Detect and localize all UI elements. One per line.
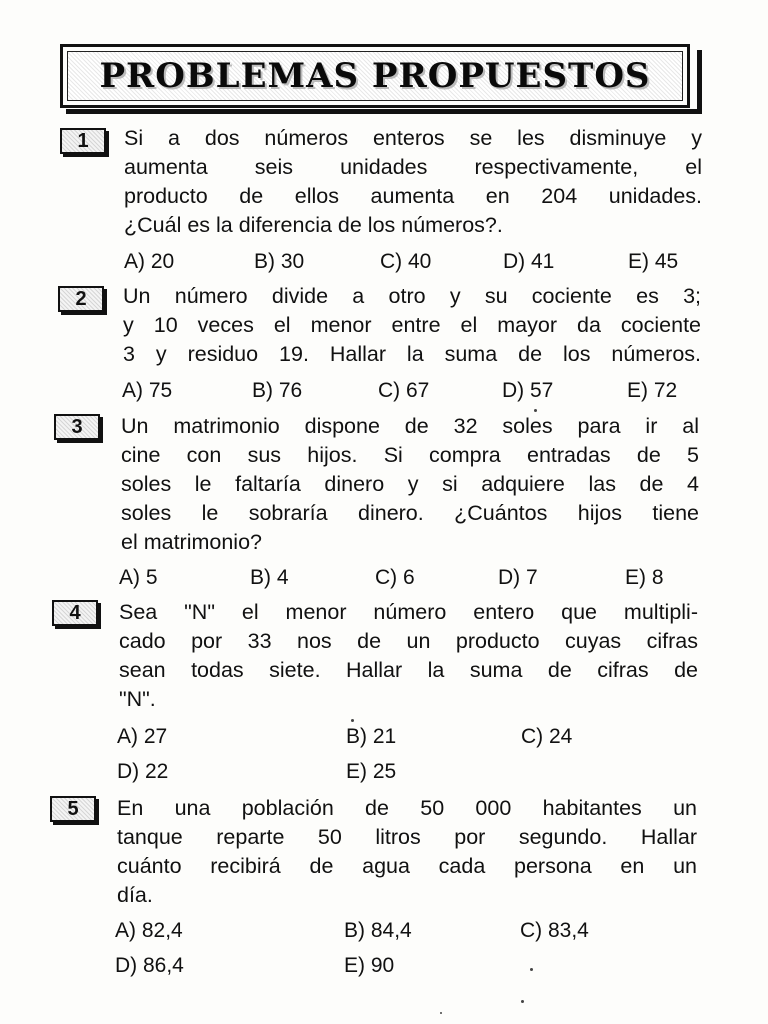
problem-number-box — [52, 600, 98, 626]
option-d: D) 86,4 — [115, 954, 184, 977]
statement-line: cado por 33 nos de un producto cuyas cifras — [119, 629, 698, 653]
option-e: E) 25 — [346, 760, 397, 783]
option-b: B) 21 — [346, 725, 397, 748]
option-c: C) 83,4 — [520, 919, 589, 942]
statement-line: cine con sus hijos. Si compra entradas de 5 — [121, 443, 699, 467]
option-c: C) 40 — [380, 250, 432, 273]
option-e: E) 90 — [344, 954, 395, 977]
option-b: B) 30 — [254, 250, 305, 273]
title-box — [60, 44, 690, 108]
scan-speck — [440, 1012, 442, 1014]
statement-line: sean todas siete. Hallar la suma de cifras de — [119, 658, 698, 682]
option-d: D) 7 — [498, 566, 538, 589]
problem-number: 4 — [69, 601, 81, 624]
option-b: B) 84,4 — [344, 919, 412, 942]
problem-number-box — [50, 796, 96, 822]
option-a: A) 82,4 — [115, 919, 183, 942]
option-a: A) 5 — [119, 566, 158, 589]
statement-line: ¿Cuál es la diferencia de los números?. — [124, 213, 503, 237]
option-d: D) 41 — [503, 250, 555, 273]
statement-line: Un matrimonio dispone de 32 soles para ir al — [121, 414, 699, 438]
statement-line: soles le faltaría dinero y si adquiere las de 4 — [121, 472, 699, 496]
option-c: C) 6 — [375, 566, 415, 589]
option-d: D) 57 — [502, 379, 554, 402]
option-a: A) 27 — [117, 725, 168, 748]
title-box-inner — [67, 51, 683, 101]
option-e: E) 8 — [625, 566, 664, 589]
scan-speck — [534, 409, 537, 412]
option-c: C) 24 — [521, 725, 573, 748]
option-b: B) 4 — [250, 566, 289, 589]
option-a: A) 75 — [122, 379, 173, 402]
problem-number: 5 — [67, 797, 79, 820]
scan-speck — [530, 968, 533, 971]
statement-line: Sea "N" el menor número entero que multipli- — [119, 600, 698, 624]
option-b: B) 76 — [252, 379, 303, 402]
problem-statement — [119, 598, 698, 714]
problem-number-box — [58, 286, 104, 312]
statement-line: soles le sobraría dinero. ¿Cuántos hijos tiene — [121, 501, 699, 525]
option-a: A) 20 — [124, 250, 175, 273]
statement-line: Si a dos números enteros se les disminuye y — [124, 126, 702, 150]
statement-line: y 10 veces el menor entre el mayor da cociente — [123, 313, 701, 337]
problem-number: 1 — [77, 129, 89, 152]
problem-statement — [123, 282, 701, 369]
option-c: C) 67 — [378, 379, 430, 402]
scan-speck — [351, 719, 354, 722]
statement-line: aumenta seis unidades respectivamente, el — [124, 155, 702, 179]
problem-number-box — [54, 414, 100, 440]
page-title: PROBLEMAS PROPUESTOS — [99, 56, 651, 96]
option-e: E) 45 — [628, 250, 679, 273]
statement-line: 3 y residuo 19. Hallar la suma de los números. — [123, 342, 701, 366]
statement-line: tanque reparte 50 litros por segundo. Hallar — [117, 825, 697, 849]
problem-number: 3 — [71, 415, 83, 438]
statement-line: En una población de 50 000 habitantes un — [117, 796, 697, 820]
problem-statement — [124, 124, 702, 240]
problem-statement — [121, 412, 699, 557]
problem-number-box — [60, 128, 106, 154]
statement-line: día. — [117, 883, 153, 907]
statement-line: cuánto recibirá de agua cada persona en un — [117, 854, 697, 878]
problem-statement — [117, 794, 697, 910]
statement-line: Un número divide a otro y su cociente es 3; — [123, 284, 701, 308]
option-d: D) 22 — [117, 760, 169, 783]
statement-line: el matrimonio? — [121, 530, 262, 554]
problem-number: 2 — [75, 287, 87, 310]
option-e: E) 72 — [627, 379, 678, 402]
statement-line: "N". — [119, 687, 156, 711]
statement-line: producto de ellos aumenta en 204 unidades. — [124, 184, 702, 208]
scan-speck — [521, 1000, 524, 1003]
